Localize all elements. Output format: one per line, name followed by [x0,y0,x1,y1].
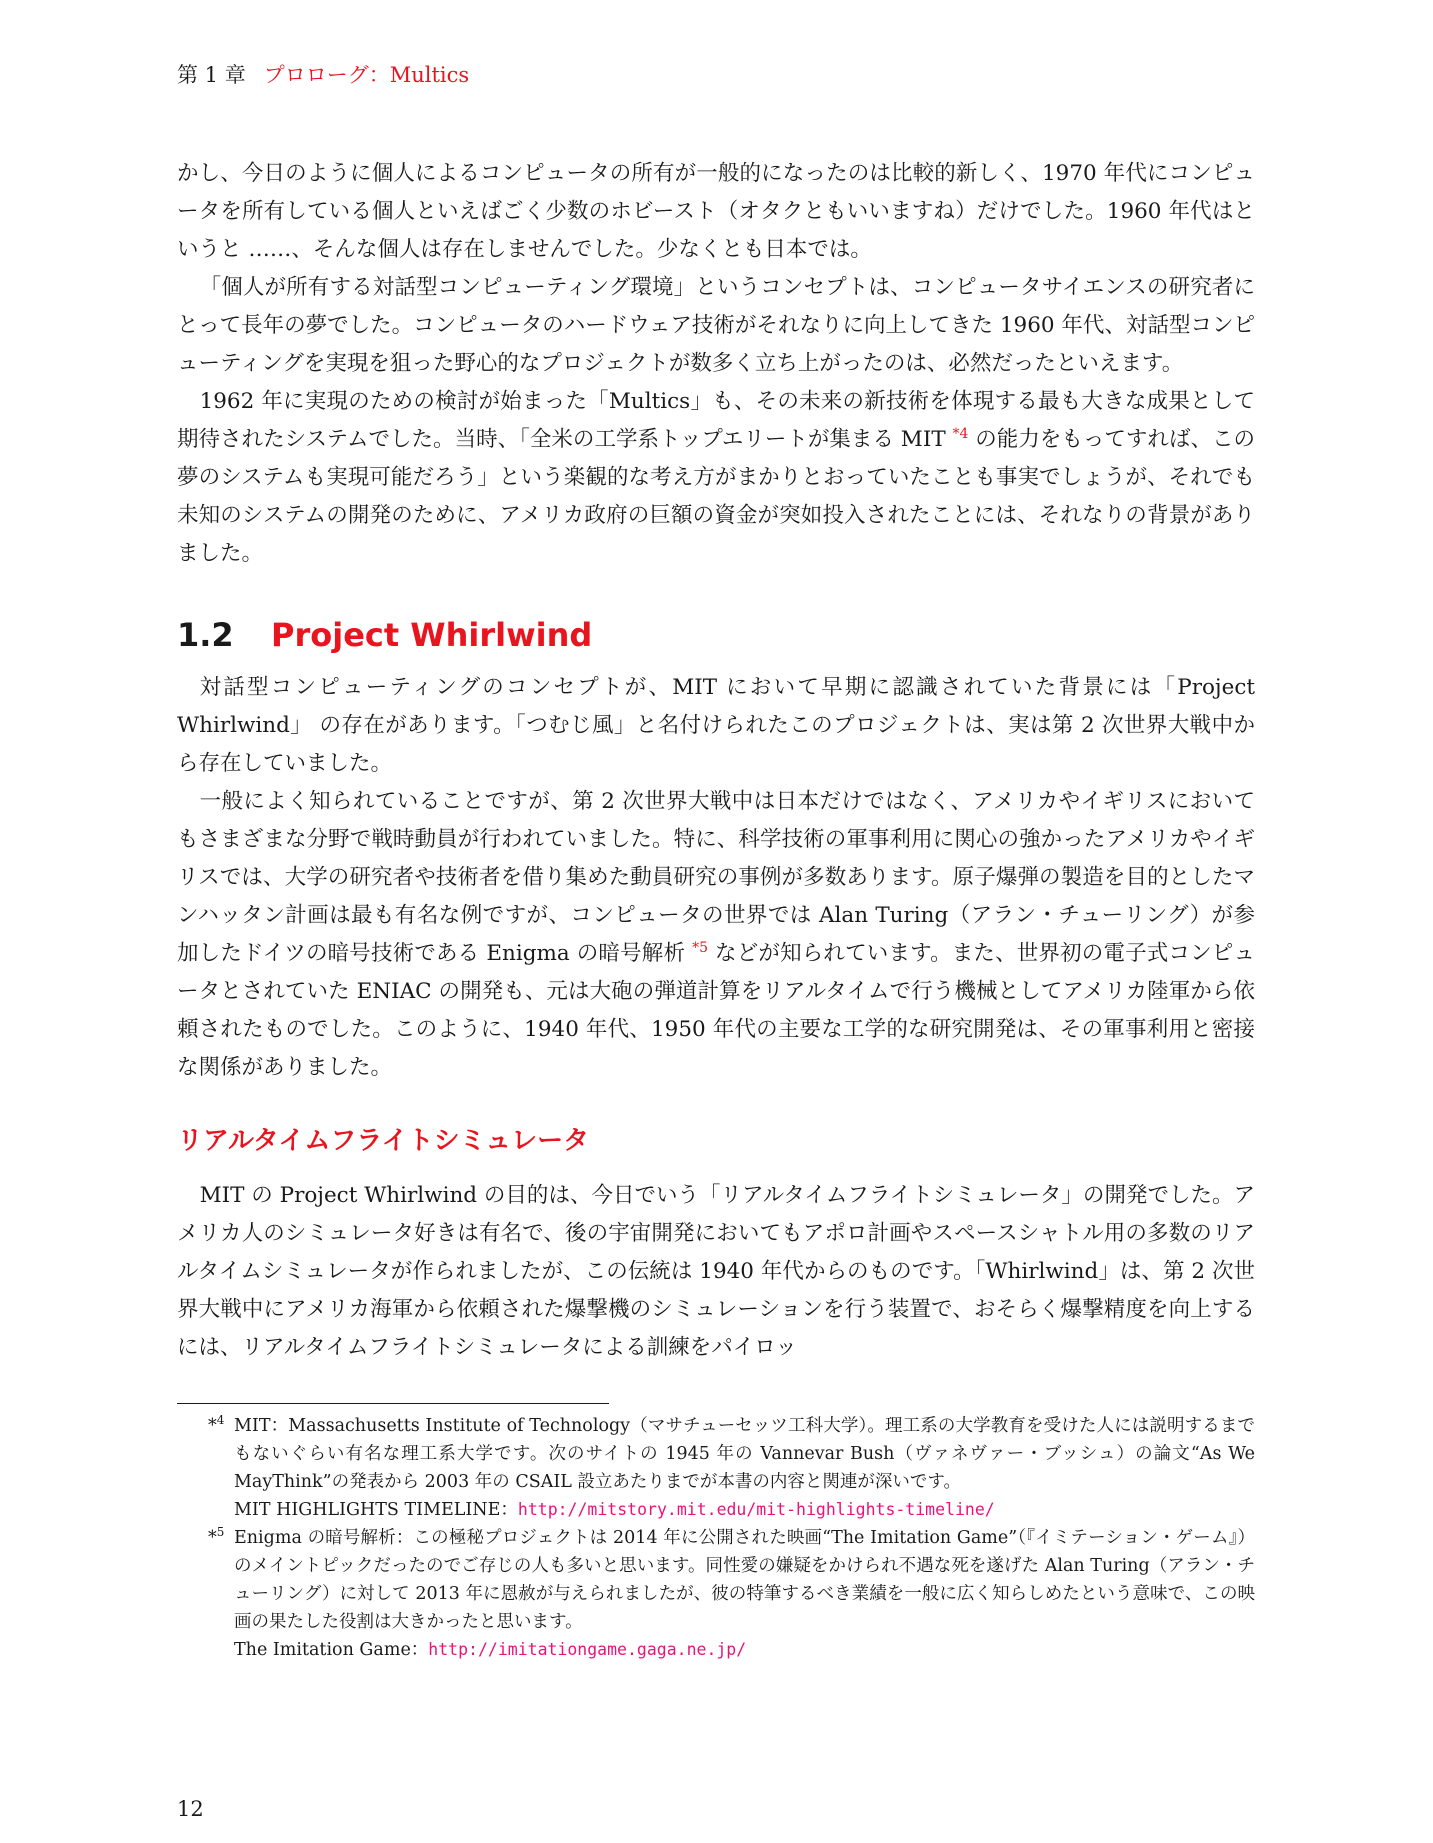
footnote-mark-5: *$^5$ [208,1525,225,1548]
footnote-mark-4: *$^4$ [208,1413,225,1436]
paragraph-section-2-text-b: などが知られています。また、世界初の電子式コンピュータとされていた ENIAC の開発も、元は大砲の弾道計算をリアルタイムで行う機械としてアメリカ陸軍から依頼されたものでした。このように、1940 年代、1950 年代の主要な工学的な研究開発は、その軍事利用と密接な関係がありました。 [177,941,1255,1080]
footnote-5-link-line [234,1636,1255,1664]
section-heading [177,615,1255,655]
footnote-5-text: Enigma の暗号解析：この極秘プロジェクトは 2014 年に公開された映画“The Imitation Game”（『イミテーション・ゲーム』）のメイントピックだったのでご存じの人も多いと思います。同性愛の嫌疑をかけられ不遇な死を遂げた Alan Turing（アラン・チューリング）に対して 2013 年に恩赦が与えられましたが、彼の特筆するべき業績を一般に広く知らしめたという意味で、この映画の果たした役割は大きかったと思います。 [234,1528,1255,1632]
page-number: 12 [177,1797,204,1821]
footnote-5-link-label: The Imitation Game： [234,1640,429,1660]
section-title: Project Whirlwind [271,616,593,654]
section-number: 1.2 [177,616,234,654]
paragraph-section-2 [177,783,1255,1087]
footnote-ref-5[interactable]: *5 [692,939,709,956]
subsection-heading: リアルタイムフライトシミュレータ [177,1126,590,1156]
chapter-number: 第 1 章 [177,63,246,87]
paragraph-intro-1: かし、今日のように個人によるコンピュータの所有が一般的になったのは比較的新しく、1970 年代にコンピュータを所有している個人といえばごく少数のホビースト（オタクともいいますね）だけでした。1960 年代はというと ……、そんな個人は存在しませんでした。少なくとも日本では。 [177,161,1255,262]
paragraph-intro-2: 「個人が所有する対話型コンピューティング環境」というコンセプトは、コンピュータサイエンスの研究者にとって長年の夢でした。コンピュータのハードウェア技術がそれなりに向上してきた 1960 年代、対話型コンピューティングを実現を狙った野心的なプロジェクトが数多く立ち上がったのは、必然だったといえます。 [177,275,1255,376]
paragraph-intro-3-text-b: の能力をもってすれば、この夢のシステムも実現可能だろう」という楽観的な考え方がまかりとおっていたことも事実でしょうが、それでも未知のシステムの開発のために、アメリカ政府の巨額の資金が突如投入されたことには、それなりの背景がありました。 [177,427,1255,566]
chapter-title: プロローグ：Multics [263,63,470,87]
paragraph-intro-3-text-a: 1962 年に実現のための検討が始まった「Multics」も、その未来の新技術を体現する最も大きな成果として期待されたシステムでした。当時、「全米の工学系トップエリートが集まる MIT [177,389,1255,452]
paragraph-section-1: 対話型コンピューティングのコンセプトが、MIT において早期に認識されていた背景には「Project Whirlwind」 の存在があります。「つむじ風」と名付けられたこのプロジェクトは、実は第 2 次世界大戦中から存在していました。 [177,675,1255,776]
paragraph-intro-3 [177,383,1255,573]
footnote-ref-4[interactable]: *4 [952,425,969,442]
paragraph-section-2-text-a: 一般によく知られていることですが、第 2 次世界大戦中は日本だけではなく、アメリカやイギリスにおいてもさまざまな分野で戦時動員が行われていました。特に、科学技術の軍事利用に関心の強かったアメリカやイギリスでは、大学の研究者や技術者を借り集めた動員研究の事例が多数あります。原子爆弾の製造を目的としたマンハッタン計画は最も有名な例ですが、コンピュータの世界では Alan Turing（アラン・チューリング）が参加したドイツの暗号技術である Enigma の暗号解析 [177,789,1255,966]
footnote-4 [177,1412,1255,1524]
footnote-5-link[interactable]: http://imitationgame.gaga.ne.jp/ [428,1640,747,1659]
footnote-4-link-label: MIT HIGHLIGHTS TIMELINE： [234,1500,518,1520]
footnote-4-link-line [234,1496,1255,1524]
footnote-4-text: MIT：Massachusetts Institute of Technology（マサチューセッツ工科大学）。理工系の大学教育を受けた人には説明するまでもないぐらい有名な理工系大学です。次のサイトの 1945 年の Vannevar Bush（ヴァネヴァー・ブッシュ）の論文“As We MayThink”の発表から 2003 年の CSAIL 設立あたりまでが本書の内容と関連が深いです。 [234,1416,1255,1492]
page-body [177,60,1255,1664]
footnote-4-link[interactable]: http://mitstory.mit.edu/mit-highlights-timeline/ [517,1500,995,1519]
footnote-divider [177,1403,609,1404]
footnote-5 [177,1524,1255,1664]
paragraph-subsection-1: MIT の Project Whirlwind の目的は、今日でいう「リアルタイムフライトシミュレータ」の開発でした。アメリカ人のシミュレータ好きは有名で、後の宇宙開発においてもアポロ計画やスペースシャトル用の多数のリアルタイムシミュレータが作られましたが、この伝統は 1940 年代からのものです。「Whirlwind」は、第 2 次世界大戦中にアメリカ海軍から依頼された爆撃機のシミュレーションを行う装置で、おそらく爆撃精度を向上するには、リアルタイムフライトシミュレータによる訓練をパイロッ [177,1183,1255,1360]
